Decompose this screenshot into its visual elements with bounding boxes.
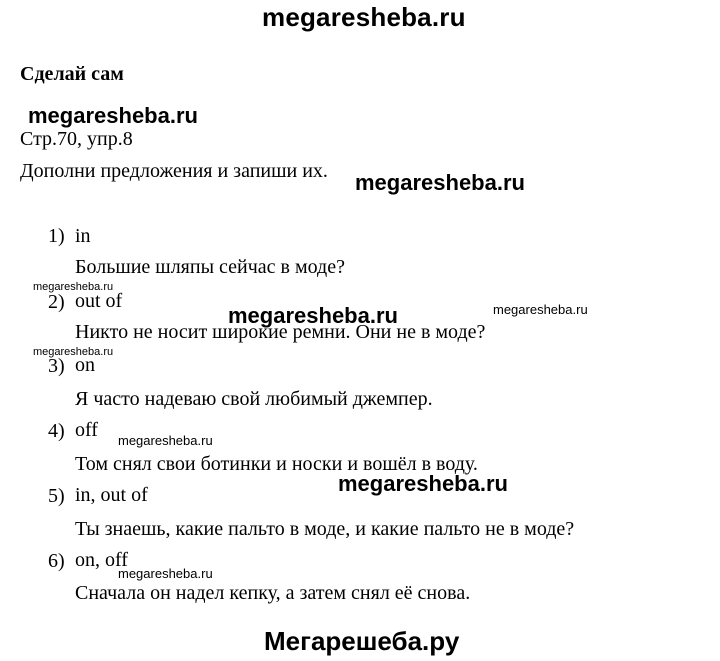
item-6-sentence: Сначала он надел кепку, а затем снял её снова. (75, 582, 471, 604)
watermark-mid-3: megaresheba.ru (338, 471, 508, 496)
item-4-sentence: Том снял свои ботинки и носки и вошёл в воду. (75, 453, 478, 475)
watermark-left-3: megaresheba.ru (118, 566, 213, 581)
item-5-sentence: Ты знаешь, какие пальто в моде, и какие пальто не в моде? (75, 518, 575, 540)
watermark-mid-2: megaresheba.ru (118, 433, 213, 448)
watermark-left-2: megaresheba.ru (33, 346, 114, 358)
item-1-sentence: Большие шляпы сейчас в моде? (75, 256, 345, 278)
item-4-answer: off (75, 419, 98, 441)
item-1-number: 1) (48, 225, 65, 247)
item-6-number: 6) (48, 550, 65, 572)
item-2-number: 2) (48, 291, 65, 313)
watermark-left-1: megaresheba.ru (33, 281, 114, 293)
item-1-answer: in (75, 225, 91, 247)
page-reference: Стр.70, упр.8 (20, 128, 133, 150)
item-5-answer: in, out of (75, 484, 148, 506)
watermark-under-heading: megaresheba.ru (28, 103, 198, 128)
item-3-answer: on (75, 354, 95, 376)
item-2-answer: out of (75, 290, 123, 312)
footer-watermark: Мегарешеба.ру (264, 626, 460, 656)
item-3-sentence: Я часто надеваю свой любимый джемпер. (75, 388, 433, 410)
watermark-right-1: megaresheba.ru (493, 302, 588, 317)
instruction-text: Дополни предложения и запиши их. (20, 160, 328, 182)
item-4-number: 4) (48, 420, 65, 442)
item-6-answer: on, off (75, 549, 128, 571)
section-heading: Сделай сам (20, 63, 124, 85)
watermark-top: megaresheba.ru (262, 2, 466, 32)
item-2-sentence: Никто не носит широкие ремни. Они не в моде? (75, 321, 486, 343)
item-3-number: 3) (48, 355, 65, 377)
watermark-after-instruction: megaresheba.ru (355, 170, 525, 195)
item-5-number: 5) (48, 485, 65, 507)
watermark-mid-1: megaresheba.ru (228, 303, 398, 328)
